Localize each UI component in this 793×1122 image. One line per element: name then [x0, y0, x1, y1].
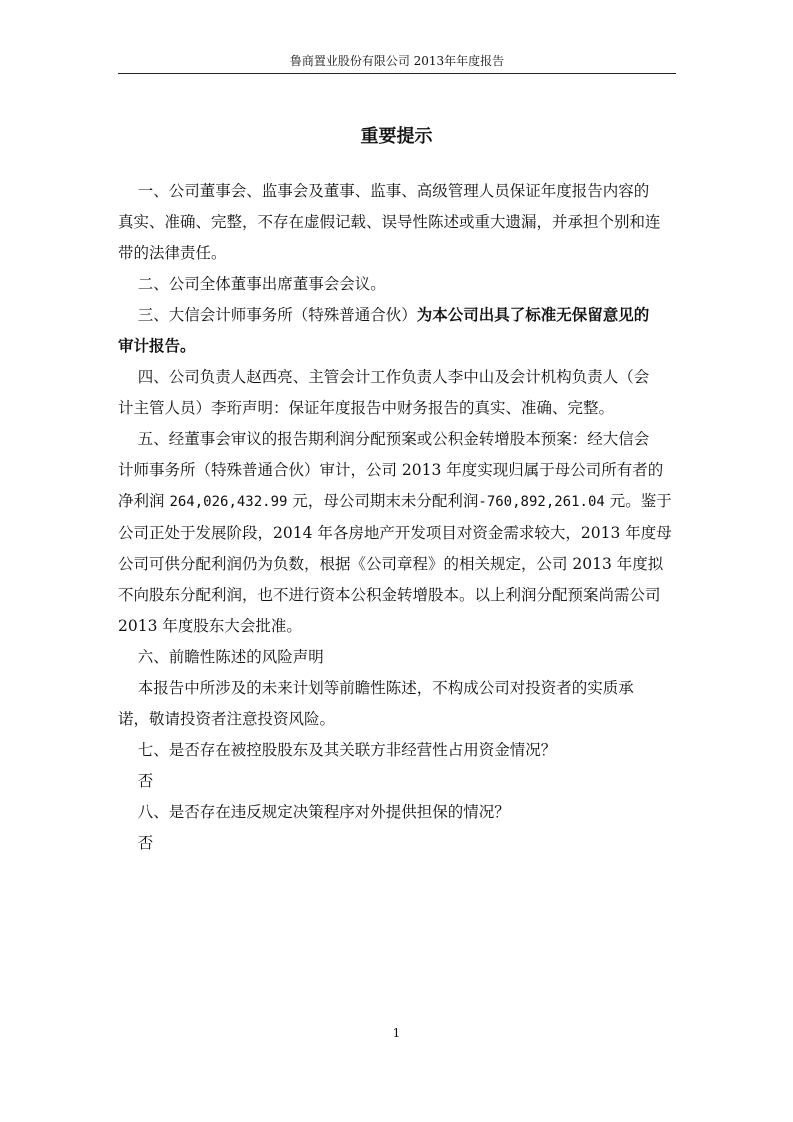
paragraph-line: 公司可供分配利润仍为负数，根据《公司章程》的相关规定，公司 2013 年度拟: [118, 555, 664, 573]
net-profit-value: 264,026,432.99: [169, 494, 288, 510]
answer-line: 否: [118, 772, 154, 790]
auditor-text: 三、大信会计师事务所（特殊普通合伙）: [118, 306, 417, 324]
audit-opinion-bold: 审计报告。: [118, 337, 196, 355]
page-number: 1: [392, 1026, 401, 1040]
section-heading: 六、前瞻性陈述的风险声明: [118, 648, 324, 666]
paragraph-line: 四、公司负责人赵西亮、主管会计工作负责人李中山及会计机构负责人（会: [118, 368, 650, 386]
audit-opinion-bold: 为本公司出具了标准无保留意见的: [416, 306, 650, 324]
paragraph-line: 一、公司董事会、监事会及董事、监事、高级管理人员保证年度报告内容的: [118, 182, 650, 200]
answer-line: 否: [118, 834, 154, 852]
undistributed-label: 元，母公司期末未分配利润: [287, 492, 479, 510]
paragraph-line: 2013 年度股东大会批准。: [118, 617, 302, 635]
question-line: 八、是否存在违反规定决策程序对外提供担保的情况？: [118, 803, 510, 821]
paragraph-line: 公司正处于发展阶段，2014 年各房地产开发项目对资金需求较大，2013 年度母: [118, 524, 672, 542]
paragraph-line: [118, 486, 678, 518]
paragraph-line: 计主管人员）李珩声明：保证年度报告中财务报告的真实、准确、完整。: [118, 399, 615, 417]
undistributed-profit-value: -760,892,261.04: [478, 494, 605, 510]
paragraph-line: 带的法律责任。: [118, 244, 227, 262]
paragraph-line: 不向股东分配利润，也不进行资本公积金转增股本。以上利润分配预案尚需公司: [118, 586, 661, 604]
net-profit-label: 净利润: [118, 492, 170, 510]
paragraph-line: [118, 300, 678, 331]
running-header: 鲁商置业股份有限公司 2013年年度报告: [289, 54, 505, 68]
header-rule: [118, 73, 676, 74]
question-line: 七、是否存在被控股股东及其关联方非经营性占用资金情况？: [118, 741, 557, 759]
paragraph-line: 诺，敬请投资者注意投资风险。: [118, 710, 336, 728]
paragraph-line: 本报告中所涉及的未来计划等前瞻性陈述，不构成公司对投资者的实质承: [118, 679, 634, 697]
paragraph-line: 五、经董事会审议的报告期利润分配预案或公积金转增股本预案：经大信会: [118, 430, 650, 448]
paragraph-line: 计师事务所（特殊普通合伙）审计，公司 2013 年度实现归属于母公司所有者的: [118, 461, 664, 479]
paragraph-line: 真实、准确、完整，不存在虚假记载、误导性陈述或重大遗漏，并承担个别和连: [118, 213, 661, 231]
document-body: [118, 176, 678, 859]
page-title: 重要提示: [360, 126, 433, 147]
paragraph-text: 元。鉴于: [604, 492, 672, 510]
paragraph-line: 二、公司全体董事出席董事会会议。: [118, 275, 386, 293]
